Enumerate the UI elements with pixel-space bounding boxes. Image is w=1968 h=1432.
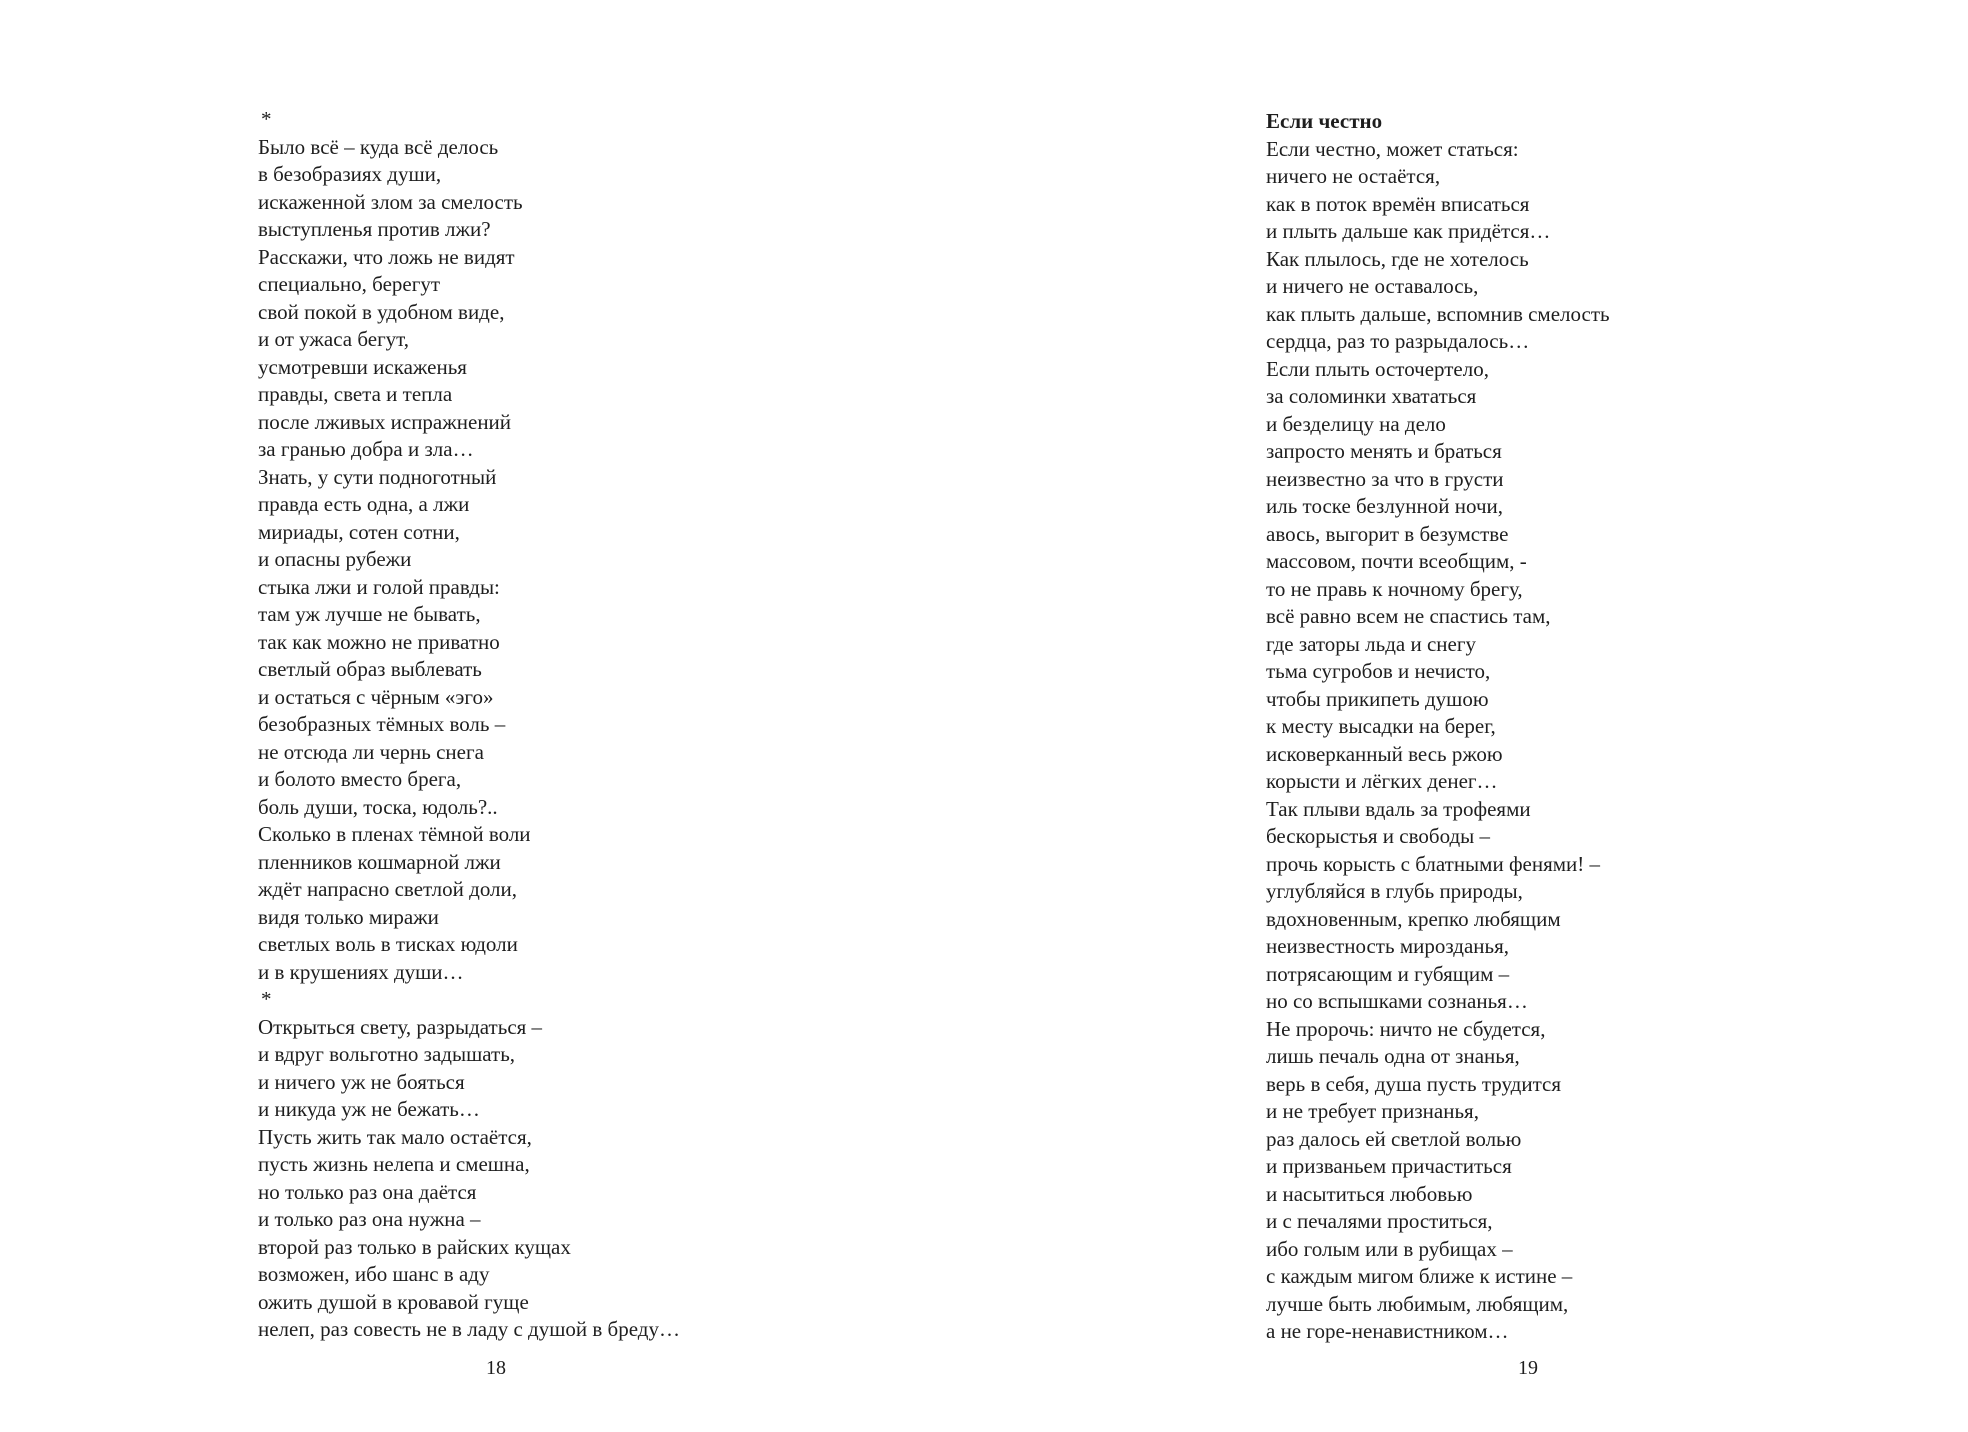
poem-line: ждёт напрасно светлой доли, (258, 877, 518, 901)
poem-line: там уж лучше не бывать, (258, 602, 481, 626)
poem-line: выступленья против лжи? (258, 217, 491, 241)
poem-line: всё равно всем не спастись там, (1266, 604, 1551, 628)
poem-line: и ничего не оставалось, (1266, 274, 1479, 298)
poem-line: не отсюда ли чернь снега (258, 739, 484, 764)
poem-line: мириады, сотен сотни, (258, 519, 460, 544)
poem-line: после лживых испражнений (258, 409, 512, 434)
poem-line: нелеп, раз совесть не в ладу с душой в бреду… (258, 1317, 680, 1341)
poem-line: ожить душой в кровавой гуще (258, 1289, 529, 1314)
poem-line: но только раз она даётся (258, 1179, 477, 1204)
poem-line: ибо голым или в рубищах – (1266, 1236, 1513, 1261)
poem-line: иль тоске безлунной ночи, (1266, 494, 1504, 518)
poem-line: где заторы льда и снегу (1266, 631, 1476, 656)
poem-line: вдохновенным, крепко любящим (1266, 906, 1561, 931)
poem-line: Если плыть осточертело, (1266, 356, 1489, 381)
poem-line: Так плыви вдаль за трофеями (1266, 796, 1531, 821)
poem-line: и насытиться любовью (1266, 1181, 1473, 1206)
poem-line: исковерканный весь ржою (1266, 741, 1503, 766)
poem-title: Если честно (1266, 109, 1383, 133)
poem-line: специально, берегут (258, 272, 440, 296)
poem-line: возможен, ибо шанс в аду (258, 1262, 490, 1286)
poem-line: свой покой в удобном виде, (258, 299, 505, 324)
poem-line: Открыться свету, разрыдаться – (258, 1014, 543, 1039)
poem-line: но со вспышками сознанья… (1266, 989, 1528, 1013)
poem-line: углубляйся в глубь природы, (1266, 879, 1523, 903)
poem-line: искаженной злом за смелость (258, 189, 523, 214)
poem-line: неизвестность мирозданья, (1266, 934, 1509, 958)
poem-line: Не пророчь: ничто не сбудется, (1266, 1016, 1546, 1041)
poem-line: бескорыстья и свободы – (1266, 824, 1491, 848)
poem-line: за соломинки хвататься (1266, 384, 1477, 408)
poem-line: стыка лжи и голой правды: (258, 574, 500, 599)
page-number-right: 19 (1518, 1357, 1538, 1379)
poem-line: и вдруг вольготно задышать, (258, 1042, 516, 1066)
poem-line: и только раз она нужна – (258, 1207, 481, 1231)
poem-line: и никуда уж не бежать… (258, 1097, 480, 1121)
poem-line: к месту высадки на берег, (1266, 714, 1496, 738)
poem-line: и опасны рубежи (258, 547, 412, 571)
poem-line: * (261, 987, 272, 1011)
poem-line: за гранью добра и зла… (258, 437, 474, 461)
poem-line: лучше быть любимым, любящим, (1266, 1291, 1569, 1316)
poem-line: а не горе-ненавистником… (1266, 1319, 1509, 1343)
poem-line: Как плылось, где не хотелось (1266, 246, 1529, 271)
poem-line: Было всё – куда всё делось (258, 134, 499, 159)
poem-line: запросто менять и браться (1266, 439, 1502, 463)
poem-line: и ничего уж не бояться (258, 1069, 465, 1094)
poem-line: Расскажи, что ложь не видят (258, 244, 515, 269)
poem-line: и остаться с чёрным «эго» (258, 684, 494, 709)
poem-line: Если честно, может статься: (1266, 136, 1519, 161)
poem-line: и в крушениях души… (258, 959, 464, 984)
page-number-left: 18 (486, 1357, 506, 1379)
poem-line: так как можно не приватно (258, 629, 500, 654)
poem-line: прочь корысть с блатными фенями! – (1266, 851, 1601, 876)
poem-line: верь в себя, душа пусть трудится (1266, 1071, 1561, 1096)
poem-line: тьма сугробов и нечисто, (1266, 659, 1491, 683)
poem-line: * (261, 107, 272, 131)
poem-line: чтобы прикипеть душою (1266, 686, 1489, 711)
poem-line: потрясающим и губящим – (1266, 961, 1510, 986)
poem-line: и болото вместо брега, (258, 767, 462, 791)
right-poem-text (1266, 108, 1610, 1346)
poem-line: в безобразиях души, (258, 162, 442, 186)
poem-line: правды, света и тепла (258, 382, 453, 406)
poem-line: раз далось ей светлой волью (1266, 1126, 1522, 1151)
poem-line: то не правь к ночному брегу, (1266, 576, 1523, 601)
poem-line: Пусть жить так мало остаётся, (258, 1124, 532, 1149)
poem-line: пленников кошмарной лжи (258, 849, 501, 874)
poem-line: видя только миражи (258, 904, 439, 929)
poem-line: безобразных тёмных воль – (258, 712, 506, 736)
poem-line: и призваньем причаститься (1266, 1154, 1512, 1178)
poem-line: Сколько в пленах тёмной воли (258, 822, 531, 846)
poem-line: боль души, тоска, юдоль?.. (258, 794, 498, 819)
poem-line: авось, выгорит в безумстве (1266, 521, 1509, 546)
poem-line: Знать, у сути подноготный (258, 464, 497, 489)
poem-line: неизвестно за что в грусти (1266, 466, 1504, 491)
poem-line: корысти и лёгких денег… (1266, 769, 1498, 793)
left-poem-text (258, 106, 680, 1344)
poem-line: как плыть дальше, вспомнив смелость (1266, 301, 1610, 326)
poem-line: второй раз только в райских кущах (258, 1234, 571, 1259)
poem-line: и от ужаса бегут, (258, 327, 410, 351)
poem-line: с каждым мигом ближе к истине – (1266, 1264, 1573, 1288)
poem-line: и с печалями проститься, (1266, 1209, 1493, 1233)
poem-line: и безделицу на дело (1266, 411, 1446, 436)
poem-line: светлых воль в тисках юдоли (258, 932, 518, 956)
poem-line: лишь печаль одна от знанья, (1266, 1044, 1520, 1068)
poem-line: и не требует признанья, (1266, 1099, 1479, 1123)
right-page (984, 0, 1968, 1432)
poem-line: пусть жизнь нелепа и смешна, (258, 1152, 530, 1176)
poem-line: ничего не остаётся, (1266, 164, 1441, 188)
poem-line: массовом, почти всеобщим, - (1266, 549, 1527, 573)
poem-line: правда есть одна, а лжи (258, 492, 470, 516)
poem-line: усмотревши искаженья (258, 354, 467, 379)
poem-line: как в поток времён вписаться (1266, 191, 1530, 216)
poem-line: и плыть дальше как придётся… (1266, 219, 1551, 243)
poem-line: светлый образ выблевать (258, 657, 482, 681)
poem-line: сердца, раз то разрыдалось… (1266, 329, 1530, 353)
